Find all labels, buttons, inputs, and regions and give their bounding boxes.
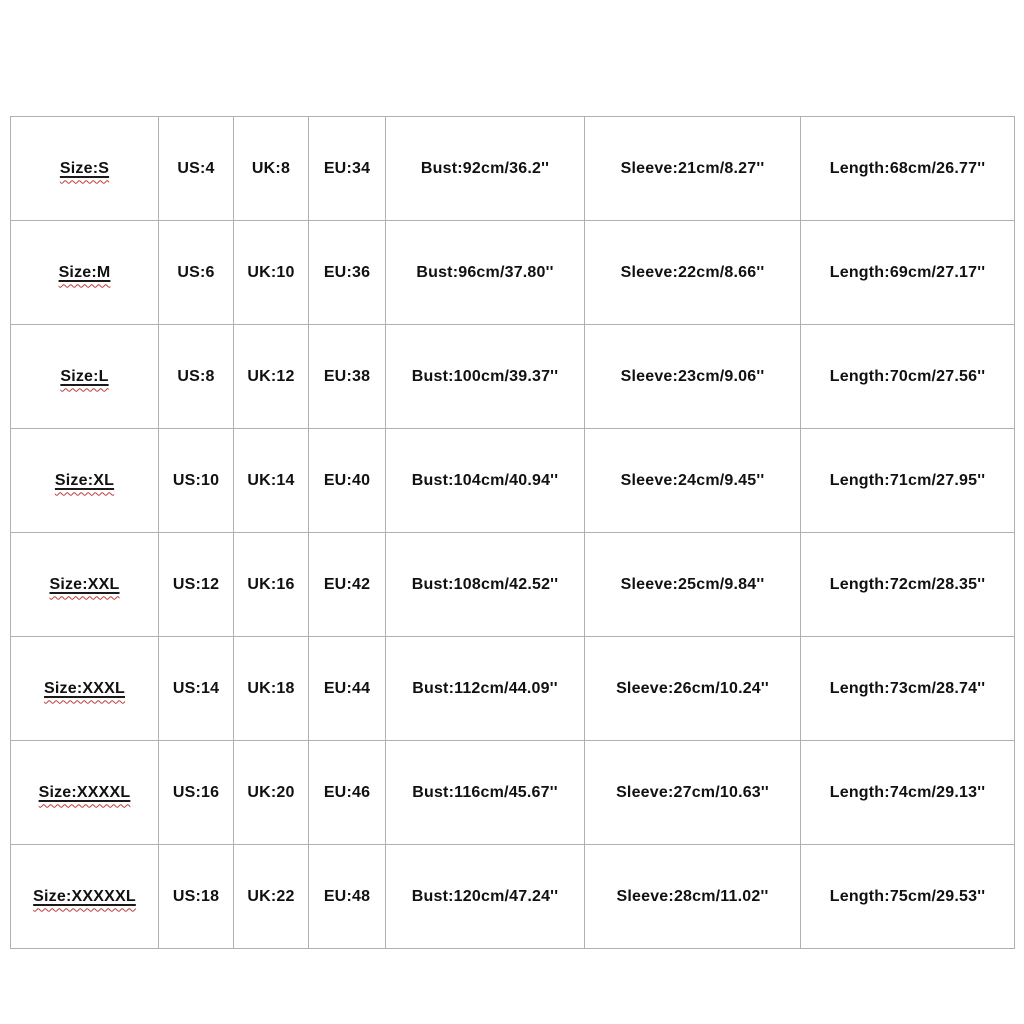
us-size-cell: US:12 [159, 533, 234, 637]
us-size-cell: US:14 [159, 637, 234, 741]
sleeve-cell: Sleeve:25cm/9.84'' [585, 533, 801, 637]
us-size-cell: US:6 [159, 221, 234, 325]
bust-cell: Bust:96cm/37.80'' [386, 221, 585, 325]
size-label: Size:XXL [49, 575, 120, 593]
eu-size-cell: EU:48 [309, 845, 386, 949]
length-cell: Length:74cm/29.13'' [801, 741, 1015, 845]
bust-cell: Bust:112cm/44.09'' [386, 637, 585, 741]
table-row [11, 533, 1015, 637]
length-cell: Length:69cm/27.17'' [801, 221, 1015, 325]
length-cell: Length:72cm/28.35'' [801, 533, 1015, 637]
sleeve-cell: Sleeve:21cm/8.27'' [585, 117, 801, 221]
size-label: Size:XXXL [44, 679, 125, 697]
length-cell: Length:70cm/27.56'' [801, 325, 1015, 429]
table-row [11, 325, 1015, 429]
eu-size-cell: EU:40 [309, 429, 386, 533]
size-label: Size:L [60, 367, 109, 385]
bust-cell: Bust:116cm/45.67'' [386, 741, 585, 845]
size-label-underlined [59, 264, 111, 281]
uk-size-cell: UK:20 [234, 741, 309, 845]
table-row [11, 429, 1015, 533]
bust-cell: Bust:108cm/42.52'' [386, 533, 585, 637]
table-row [11, 741, 1015, 845]
length-cell: Length:75cm/29.53'' [801, 845, 1015, 949]
uk-size-cell: UK:10 [234, 221, 309, 325]
bust-cell: Bust:92cm/36.2'' [386, 117, 585, 221]
uk-size-cell: UK:14 [234, 429, 309, 533]
eu-size-cell: EU:46 [309, 741, 386, 845]
sleeve-cell: Sleeve:24cm/9.45'' [585, 429, 801, 533]
size-label-underlined [39, 784, 131, 801]
sleeve-cell: Sleeve:26cm/10.24'' [585, 637, 801, 741]
size-cell [11, 637, 159, 741]
eu-size-cell: EU:42 [309, 533, 386, 637]
bust-cell: Bust:100cm/39.37'' [386, 325, 585, 429]
sleeve-cell: Sleeve:28cm/11.02'' [585, 845, 801, 949]
size-cell [11, 741, 159, 845]
bust-cell: Bust:120cm/47.24'' [386, 845, 585, 949]
size-chart-table [10, 116, 1015, 949]
size-cell [11, 325, 159, 429]
uk-size-cell: UK:22 [234, 845, 309, 949]
size-cell [11, 533, 159, 637]
table-row [11, 221, 1015, 325]
size-label-underlined [60, 368, 108, 385]
uk-size-cell: UK:8 [234, 117, 309, 221]
size-cell [11, 845, 159, 949]
uk-size-cell: UK:16 [234, 533, 309, 637]
size-label-underlined [55, 472, 114, 489]
eu-size-cell: EU:34 [309, 117, 386, 221]
uk-size-cell: UK:12 [234, 325, 309, 429]
size-label: Size:M [58, 263, 111, 281]
size-label-underlined [44, 680, 125, 697]
eu-size-cell: EU:44 [309, 637, 386, 741]
us-size-cell: US:8 [159, 325, 234, 429]
size-label: Size:XL [54, 471, 115, 489]
length-cell: Length:71cm/27.95'' [801, 429, 1015, 533]
uk-size-cell: UK:18 [234, 637, 309, 741]
sleeve-cell: Sleeve:27cm/10.63'' [585, 741, 801, 845]
eu-size-cell: EU:36 [309, 221, 386, 325]
length-cell: Length:73cm/28.74'' [801, 637, 1015, 741]
length-cell: Length:68cm/26.77'' [801, 117, 1015, 221]
size-cell [11, 117, 159, 221]
size-label: Size:XXXXXL [33, 887, 136, 905]
sleeve-cell: Sleeve:23cm/9.06'' [585, 325, 801, 429]
size-cell [11, 429, 159, 533]
us-size-cell: US:4 [159, 117, 234, 221]
size-label: Size:XXXXL [38, 783, 131, 801]
us-size-cell: US:16 [159, 741, 234, 845]
sleeve-cell: Sleeve:22cm/8.66'' [585, 221, 801, 325]
bust-cell: Bust:104cm/40.94'' [386, 429, 585, 533]
us-size-cell: US:18 [159, 845, 234, 949]
size-label: Size:S [59, 159, 110, 177]
us-size-cell: US:10 [159, 429, 234, 533]
size-label-underlined [49, 576, 119, 593]
eu-size-cell: EU:38 [309, 325, 386, 429]
table-row [11, 117, 1015, 221]
table-row [11, 845, 1015, 949]
size-table-body [11, 117, 1015, 949]
size-label-underlined [33, 888, 136, 905]
size-cell [11, 221, 159, 325]
size-label-underlined [60, 160, 109, 177]
table-row [11, 637, 1015, 741]
